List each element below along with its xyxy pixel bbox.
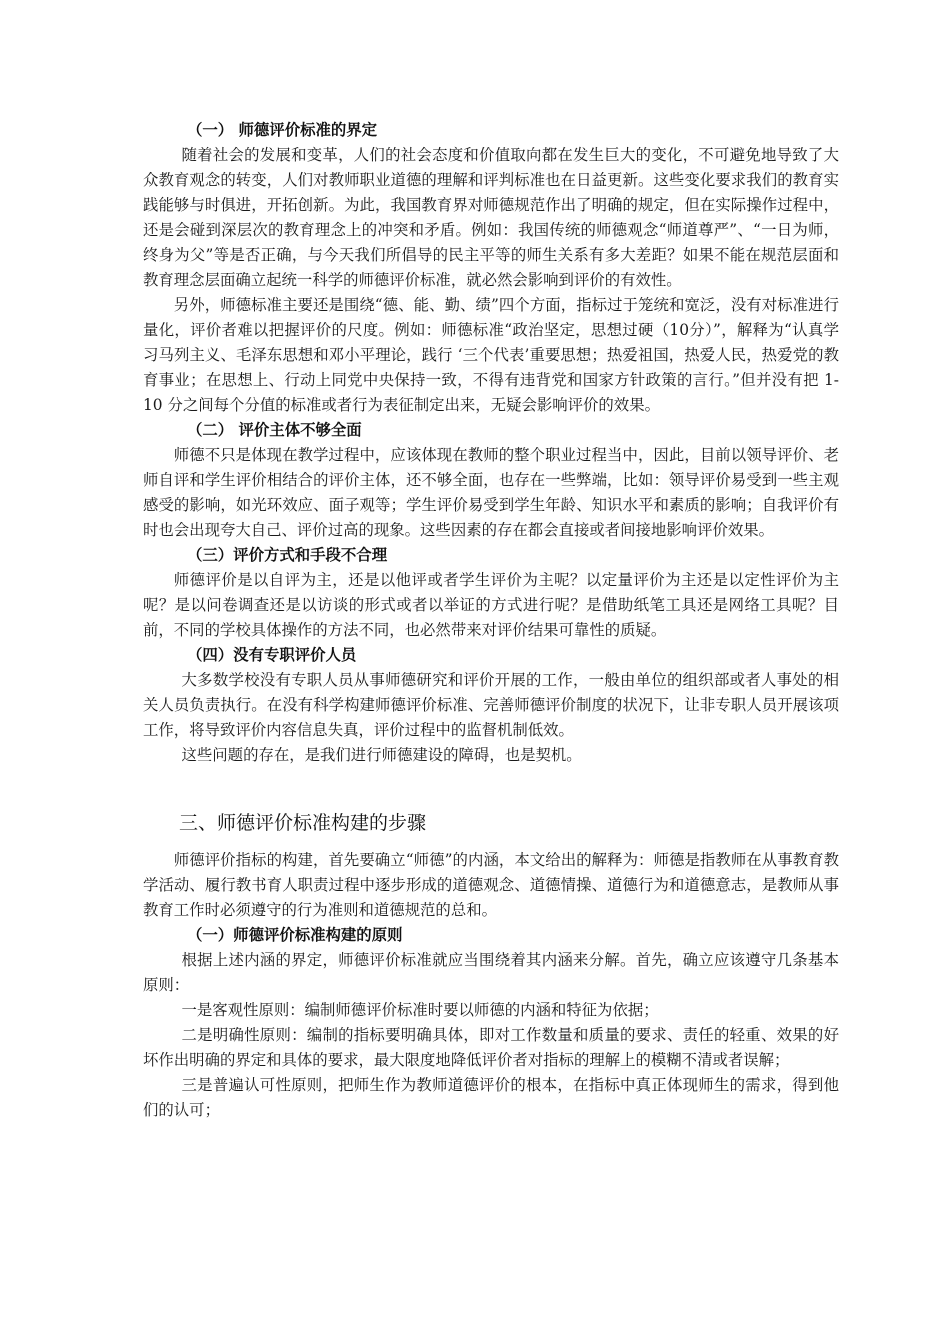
paragraph: 这些问题的存在，是我们进行师德建设的障碍，也是契机。: [181, 746, 582, 764]
heading-principles: （一）师德评价标准构建的原则: [187, 926, 403, 944]
paragraph: 师德不只是体现在教学过程中，应该体现在教师的整个职业过程当中，因此，目前以领导评价、老师自评和学生评价相结合的评价主体，还不够全面，也存在一些弊端，比如：领导评价易受到一些主观感受的影响，如光环效应、面子观等；学生评价易受到学生年龄、知识水平和素质的影响；自我评价有时也会出现夸大自己、评价过高的现象。这些因素的存在都会直接或者间接地影响评价效果。: [143, 446, 839, 539]
paragraph: 一是客观性原则：编制师德评价标准时要以师德的内涵和特征为依据；: [181, 1001, 659, 1019]
document-page: [143, 118, 839, 1123]
paragraph: 三是普遍认可性原则，把师生作为教师道德评价的根本，在指标中真正体现师生的需求，得到他们的认可；: [143, 1076, 839, 1119]
paragraph: 师德评价是以自评为主，还是以他评或者学生评价为主呢？以定量评价为主还是以定性评价为主呢？是以问卷调查还是以访谈的形式或者以举证的方式进行呢？是借助纸笔工具还是网络工具呢？目前，不同的学校具体操作的方法不同，也必然带来对评价结果可靠性的质疑。: [143, 571, 839, 639]
heading-evaluator-incomplete: （二） 评价主体不够全面: [187, 421, 362, 439]
paragraph: 二是明确性原则：编制的指标要明确具体，即对工作数量和质量的要求、责任的轻重、效果的好坏作出明确的界定和具体的要求，最大限度地降低评价者对指标的理解上的模糊不清或者误解；: [143, 1026, 839, 1069]
paragraph: 师德评价指标的构建，首先要确立“师德”的内涵，本文给出的解释为：师德是指教师在从事教育教学活动、履行教书育人职责过程中逐步形成的道德观念、道德情操、道德行为和道德意志，是教师从事教育工作时必须遵守的行为准则和道德规范的总和。: [143, 851, 839, 919]
heading-standard-definition: （一） 师德评价标准的界定: [187, 121, 378, 139]
paragraph: 随着社会的发展和变革，人们的社会态度和价值取向都在发生巨大的变化，不可避免地导致了大众教育观念的转变，人们对教师职业道德的理解和评判标准也在日益更新。这些变化要求我们的教育实践能够与时俱进，开拓创新。为此，我国教育界对师德规范作出了明确的规定，但在实际操作过程中，还是会碰到深层次的教育理念上的冲突和矛盾。例如：我国传统的师德观念“师道尊严”、“一日为师，终身为父”等是否正确，与今天我们所倡导的民主平等的师生关系有多大差距？如果不能在规范层面和教育理念层面确立起统一科学的师德评价标准，就必然会影响到评价的有效性。: [143, 146, 839, 289]
heading-methods-unreasonable: （三）评价方式和手段不合理: [187, 546, 388, 564]
paragraph: 另外，师德标准主要还是围绕“德、能、勤、绩”四个方面，指标过于笼统和宽泛，没有对标准进行量化，评价者难以把握评价的尺度。例如：师德标准“政治坚定，思想过硬（10分）”，解释为“认真学习马列主义、毛泽东思想和邓小平理论，践行 ‘三个代表’重要思想；热爱祖国，热爱人民，热爱党的教育事业；在思想上、行动上同党中央保持一致，不得有违背党和国家方针政策的言行。”但并没有把 1-10 分之间每个分值的标准或者行为表征制定出来，无疑会影响评价的效果。: [143, 296, 839, 414]
paragraph: 大多数学校没有专职人员从事师德研究和评价开展的工作，一般由单位的组织部或者人事处的相关人员负责执行。在没有科学构建师德评价标准、完善师德评价制度的状况下，让非专职人员开展该项工作，将导致评价内容信息失真，评价过程中的监督机制低效。: [143, 671, 839, 739]
paragraph: 根据上述内涵的界定，师德评价标准就应当围绕着其内涵来分解。首先，确立应该遵守几条基本原则：: [143, 951, 839, 994]
section-heading-steps: 三、师德评价标准构建的步骤: [179, 812, 427, 834]
heading-no-dedicated-staff: （四）没有专职评价人员: [187, 646, 357, 664]
